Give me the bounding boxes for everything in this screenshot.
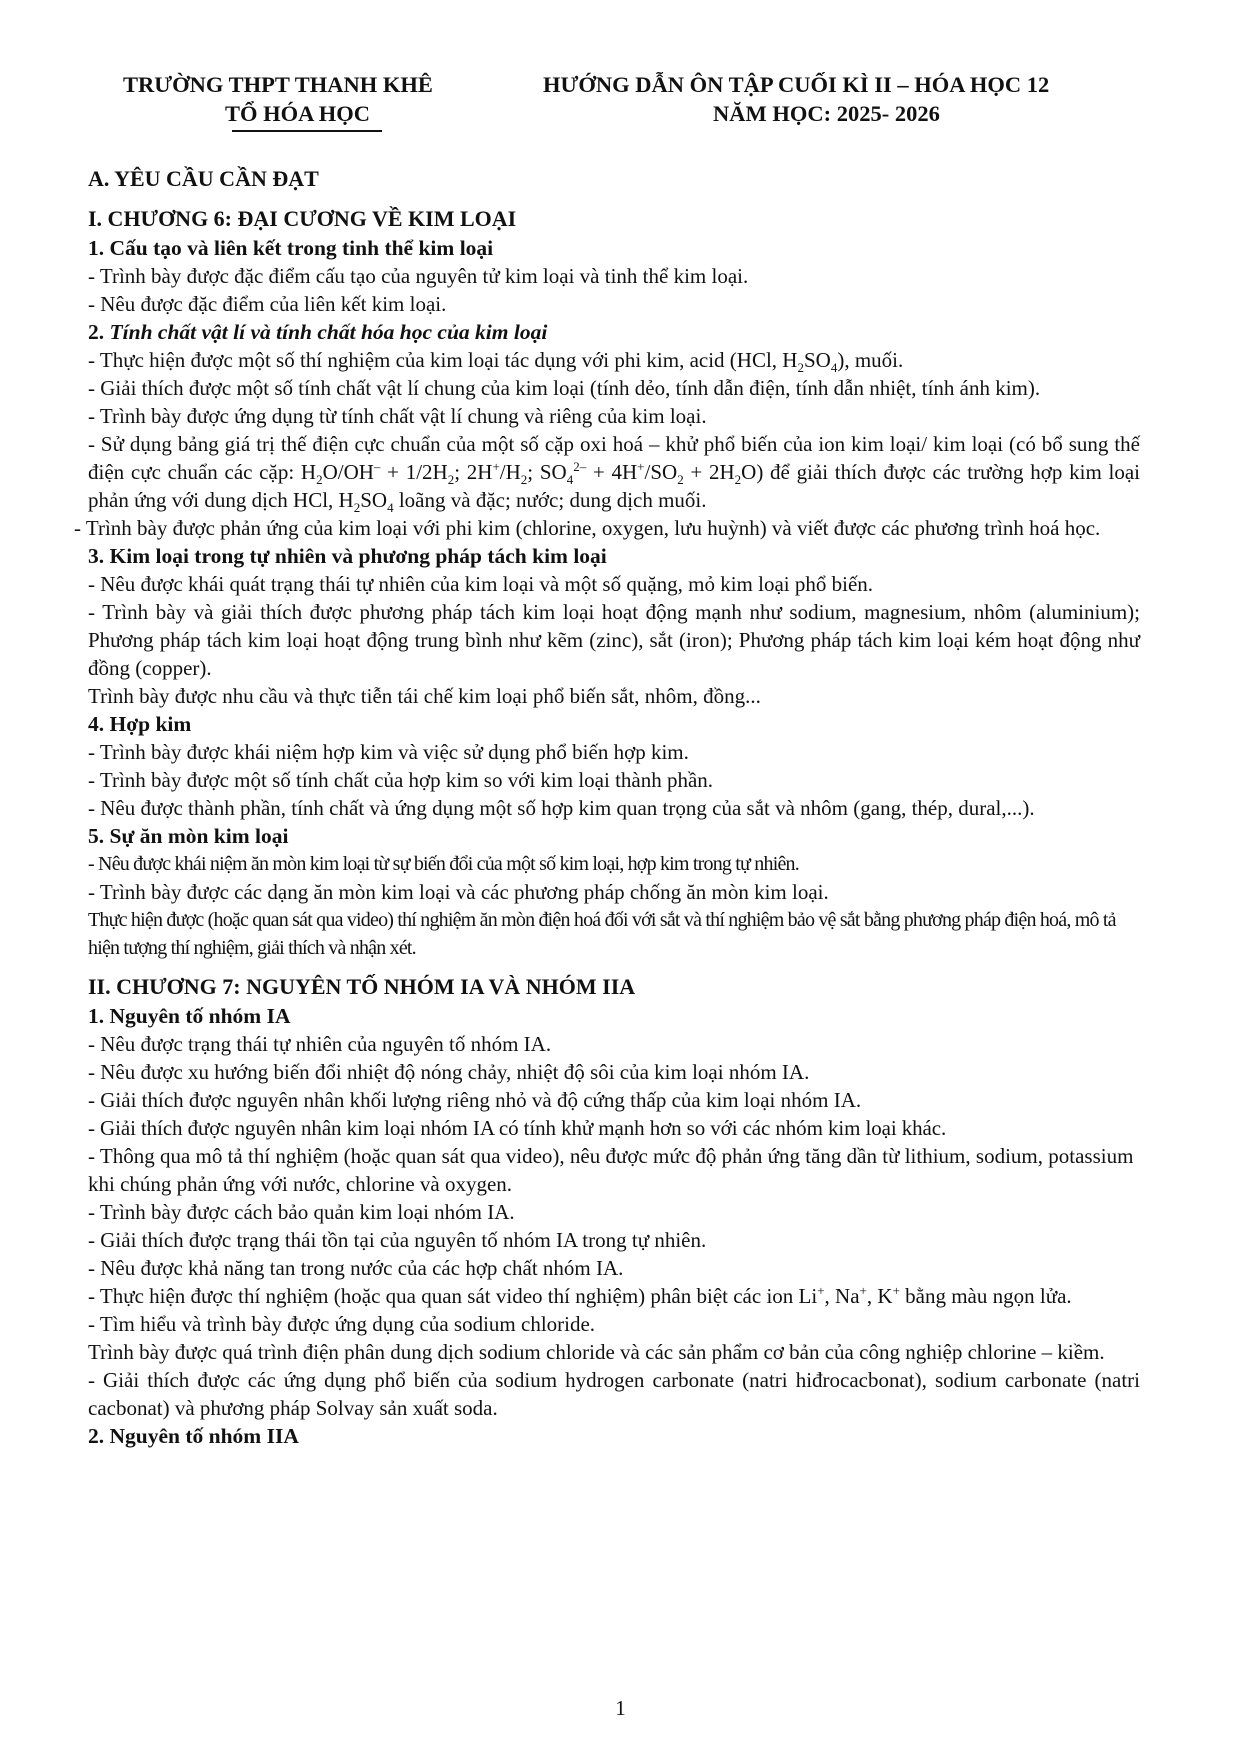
ch6-s2-line: - Trình bày được ứng dụng từ tính chất vật lí chung và riêng của kim loại. [88,404,707,428]
ch6-s4-line: - Nêu được thành phần, tính chất và ứng dụng một số hợp kim quan trọng của sắt và nhôm (gang, thép, dural,...). [88,796,1035,820]
ch7-s1-line: - Nêu được trạng thái tự nhiên của nguyên tố nhóm IA. [88,1032,552,1056]
ch6-s3-heading: 3. Kim loại trong tự nhiên và phương pháp tách kim loại [88,544,607,568]
ch7-s1-line: - Giải thích được nguyên nhân khối lượng riêng nhỏ và độ cứng thấp của kim loại nhóm IA. [88,1088,862,1112]
ch7-s1-line: Trình bày được quá trình điện phân dung dịch sodium chloride và các sản phẩm cơ bản của công nghiệp chlorine – kiềm. [88,1340,1105,1364]
ch6-s5-line: Thực hiện được (hoặc quan sát qua video) thí nghiệm ăn mòn điện hoá đối với sắt và thí nghiệm bảo vệ sắt bằng phương pháp điện hoá, mô tả hiện tượng thí nghiệm, giải thích và nhận xét. [88,909,1116,959]
ch7-s1-line: - Nêu được khả năng tan trong nước của các hợp chất nhóm IA. [88,1256,624,1280]
ch6-s2-number: 2. [88,320,110,344]
ch7-s1-line: - Trình bày được cách bảo quản kim loại nhóm IA. [88,1200,515,1224]
ch6-s5-line: - Trình bày được các dạng ăn mòn kim loại và các phương pháp chống ăn mòn kim loại. [88,880,829,904]
ch7-s1-line: - Giải thích được trạng thái tồn tại của nguyên tố nhóm IA trong tự nhiên. [88,1228,707,1252]
ch6-s3-line: - Nêu được khái quát trạng thái tự nhiên của kim loại và một số quặng, mỏ kim loại phổ biến. [88,572,874,596]
ch6-s2-heading [88,318,1140,346]
ch6-s2-title: Tính chất vật lí và tính chất hóa học của kim loại [109,320,548,344]
ch6-s1-line: - Trình bày được đặc điểm cấu tạo của nguyên tử kim loại và tinh thể kim loại. [88,264,749,288]
ch6-s3-line: - Trình bày và giải thích được phương pháp tách kim loại hoạt động mạnh như sodium, magnesium, nhôm (aluminium); Phương pháp tách kim loại hoạt động trung bình như kẽm (zinc), sắt (iron); Phương pháp tách kim loại kém hoạt động như đồng (copper). [88,600,1140,680]
ch6-s5-heading: 5. Sự ăn mòn kim loại [88,824,289,848]
school-year: NĂM HỌC: 2025- 2026 [713,101,940,126]
ch7-s1-line: - Tìm hiểu và trình bày được ứng dụng của sodium chloride. [88,1312,596,1336]
section-a-heading: A. YÊU CẦU CẦN ĐẠT [88,166,319,191]
ch7-s1-line: - Thông qua mô tả thí nghiệm (hoặc quan sát qua video), nêu được mức độ phản ứng tăng dần từ lithium, sodium, potassium khi chúng phản ứng với nước, chlorine và oxygen. [88,1144,1134,1196]
ch7-s2-heading: 2. Nguyên tố nhóm IIA [88,1424,299,1448]
ch6-s2-line: - Sử dụng bảng giá trị thế điện cực chuẩn của một số cặp oxi hoá – khử phổ biến của ion kim loại/ kim loại (có bổ sung thế điện cực chuẩn các cặp: $H_2O/OH^- + 1/2H_2$; $2H^+/H_2$; $SO_4^{2-} + 4H^+/SO_2 + 2H_2O$) để giải thích được các trường hợp kim loại phản ứng với dung dịch HCl, $H_2SO_4$ loãng và đặc; nước; dung dịch muối. [88,432,1140,516]
ch7-s1-line: - Giải thích được nguyên nhân kim loại nhóm IA có tính khử mạnh hơn so với các nhóm kim loại khác. [88,1116,947,1140]
chapter-7-heading: II. CHƯƠNG 7: NGUYÊN TỐ NHÓM IA VÀ NHÓM IIA [88,974,636,999]
department-underline [232,130,382,132]
ch6-s4-heading: 4. Hợp kim [88,712,192,736]
ch6-s4-line: - Trình bày được khái niệm hợp kim và việc sử dụng phổ biến hợp kim. [88,740,689,764]
ch6-s2-line: - Giải thích được một số tính chất vật lí chung của kim loại (tính dẻo, tính dẫn điện, tính dẫn nhiệt, tính ánh kim). [88,376,1041,400]
ch7-s1-line: - Nêu được xu hướng biến đổi nhiệt độ nóng chảy, nhiệt độ sôi của kim loại nhóm IA. [88,1060,810,1084]
ch6-s2-line: - Thực hiện được một số thí nghiệm của kim loại tác dụng với phi kim, acid (HCl, $H_2SO_4$), muối. [88,348,904,376]
document-title: HƯỚNG DẪN ÔN TẬP CUỐI KÌ II – HÓA HỌC 12 [543,72,1050,97]
page-number: 1 [615,1696,626,1720]
department-name: TỔ HÓA HỌC [225,101,371,126]
ch7-s1-line: - Giải thích được các ứng dụng phổ biến của sodium hydrogen carbonate (natri hiđrocacbonat), sodium carbonate (natri cacbonat) và phương pháp Solvay sản xuất soda. [88,1368,1140,1420]
ch6-s1-line: - Nêu được đặc điểm của liên kết kim loại. [88,292,447,316]
ch6-s5-line: - Nêu được khái niệm ăn mòn kim loại từ sự biến đổi của một số kim loại, hợp kim trong tự nhiên. [88,853,799,875]
school-name: TRƯỜNG THPT THANH KHÊ [123,72,433,97]
chapter-6-heading: I. CHƯƠNG 6: ĐẠI CƯƠNG VỀ KIM LOẠI [88,206,517,231]
ch6-s2-line: - Trình bày được phản ứng của kim loại với phi kim (chlorine, oxygen, lưu huỳnh) và viết được các phương trình hoá học. [74,516,1101,540]
ch6-s3-line: Trình bày được nhu cầu và thực tiễn tái chế kim loại phổ biến sắt, nhôm, đồng... [88,684,761,708]
ch7-s1-line: - Thực hiện được thí nghiệm (hoặc qua quan sát video thí nghiệm) phân biệt các ion Li+, Na+, K+ bằng màu ngọn lửa. [88,1283,1072,1308]
document-body [74,158,1140,1450]
ch6-s4-line: - Trình bày được một số tính chất của hợp kim so với kim loại thành phần. [88,768,714,792]
ch7-s1-heading: 1. Nguyên tố nhóm IA [88,1004,291,1028]
ch6-s1-heading: 1. Cấu tạo và liên kết trong tinh thể kim loại [88,236,494,260]
